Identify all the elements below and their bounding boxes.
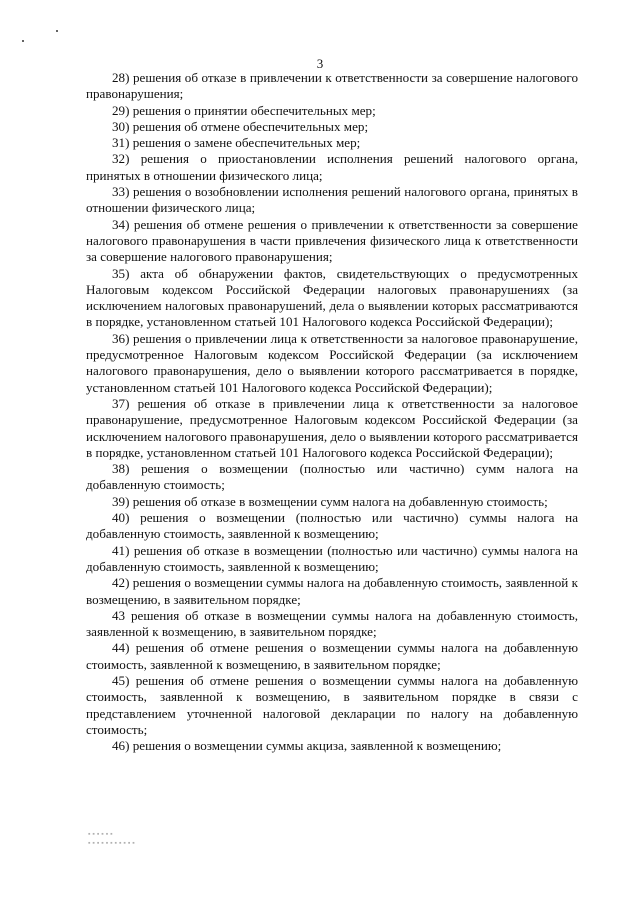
list-item: 29) решения о принятии обеспечительных мер; xyxy=(112,102,376,118)
list-item: 38) решения о возмещении (полностью или частично) сумм налога на добавленную стоимость; xyxy=(86,461,578,493)
list-item: 32) решения о приостановлении исполнения решений налогового органа, принятых в отношении физического лица; xyxy=(86,151,578,183)
scan-speck xyxy=(22,40,24,42)
list-item: 30) решения об отмене обеспечительных мер; xyxy=(112,118,369,134)
list-item: 42) решения о возмещении суммы налога на добавленную стоимость, заявленной к возмещению, в заявительном порядке; xyxy=(86,575,578,607)
list-item: 41) решения об отказе в возмещении (полностью или частично) суммы налога на добавленную стоимость, заявленной к возмещению; xyxy=(86,542,578,574)
list-item: 28) решения об отказе в привлечении к ответственности за совершение налогового правонарушения; xyxy=(86,70,578,102)
list-item: 37) решения об отказе в привлечении лица к ответственности за налоговое правонарушение, предусмотренное Налоговым кодексом Российской Федерации (за исключением налогового правонарушения, дело о выявлении которого рассматривается в порядке, установленном статьей 101 Налогового кодекса Российской Федерации); xyxy=(86,395,578,460)
list-item: 44) решения об отмене решения о возмещении суммы налога на добавленную стоимость, заявленной к возмещению, в заявительном порядке; xyxy=(86,640,578,672)
list-item: 31) решения о замене обеспечительных мер; xyxy=(112,135,361,151)
list-item: 35) акта об обнаружении фактов, свидетельствующих о предусмотренных Налоговым кодексом Российской Федерации налоговых правонарушениях (за исключением налоговых правонарушений, дела о выявлении которых рассматриваются в порядке, установленном статьей 101 Налогового кодекса Российской Федерации); xyxy=(86,265,578,330)
list-item: 46) решения о возмещении суммы акциза, заявленной к возмещению; xyxy=(112,738,502,754)
list-item: 43 решения об отказе в возмещении суммы налога на добавленную стоимость, заявленной к возмещению, в заявительном порядке; xyxy=(86,607,578,640)
list-item: 36) решения о привлечении лица к ответственности за налоговое правонарушение, предусмотренное Налоговым кодексом Российской Федерации (за исключением налогового правонарушения, дело о выявлении которого рассматривается в порядке, установленном статьей 101 Налогового кодекса Российской Федерации); xyxy=(86,330,578,395)
scan-speck xyxy=(56,30,58,32)
page-number: 3 xyxy=(316,56,324,71)
faded-stamp: ▪ ▪ ▪ ▪ ▪ ▪ ▪ ▪ ▪ ▪ ▪ ▪ ▪ ▪ ▪ ▪ ▪ xyxy=(88,831,135,847)
list-item: 45) решения об отмене решения о возмещении суммы налога на добавленную стоимость, заявленной к возмещению, в заявительном порядке в связи с представлением уточненной налоговой декларации по налогу на добавленную стоимость; xyxy=(86,672,578,737)
list-item: 40) решения о возмещении (полностью или частично) суммы налога на добавленную стоимость, заявленной к возмещению; xyxy=(86,510,578,542)
list-item: 34) решения об отмене решения о привлечении к ответственности за совершение налогового правонарушения в части привлечения физического лица к ответственности за совершение налогового правонарушения; xyxy=(86,216,578,265)
document-body xyxy=(86,70,578,754)
list-item: 39) решения об отказе в возмещении сумм налога на добавленную стоимость; xyxy=(112,493,548,509)
list-item: 33) решения о возобновлении исполнения решений налогового органа, принятых в отношении физического лица; xyxy=(86,184,578,216)
